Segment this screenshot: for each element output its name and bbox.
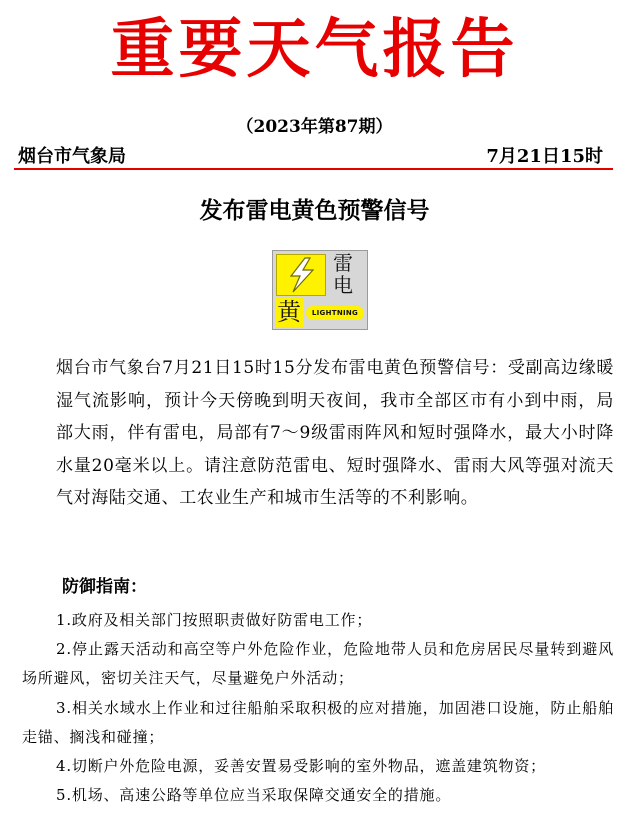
guidance-item-2: 2.停止露天活动和高空等户外危险作业，危险地带人员和危房居民尽量转到避风场所避风，密切关注天气，尽量避免户外活动； <box>22 640 614 688</box>
signal-english-label: LIGHTNING <box>306 306 364 320</box>
guidance-item-4: 4.切断户外危险电源，妥善安置易受影响的室外物品，遮盖建筑物资； <box>56 757 546 776</box>
guidance-list <box>22 606 614 810</box>
guidance-heading: 防御指南： <box>62 577 147 597</box>
guidance-item-1: 1.政府及相关部门按照职责做好防雷电工作； <box>56 611 373 629</box>
signal-color-box <box>276 298 304 327</box>
lightning-bolt-box <box>276 254 326 296</box>
guidance-item-3: 3.相关水域水上作业和过往船舶采取积极的应对措施，加固港口设施，防止船舶走锚、搁浅和碰撞； <box>22 698 614 746</box>
issuer-name: 烟台市气象局 <box>18 146 126 167</box>
issue-datetime: 7月21日15时 <box>486 146 603 167</box>
report-masthead: 重要天气报告 <box>110 12 519 87</box>
signal-char-lei: 雷 <box>333 251 353 275</box>
red-divider <box>14 168 613 170</box>
issue-number: （2023年第87期） <box>236 117 393 137</box>
warning-paragraph: 烟台市气象台7月21日15时15分发布雷电黄色预警信号：受副高边缘暖湿气流影响，预计今天傍晚到明天夜间，我市全部区市有小到中雨，局部大雨，伴有雷电，局部有7～9级雷雨阵风和短时强降水，最大小时降水量20毫米以上。请注意防范雷电、短时强降水、雷雨大风等强对流天气对海陆交通、工农业生产和城市生活等的不利影响。 <box>56 358 614 509</box>
lightning-yellow-signal-icon <box>272 250 368 330</box>
signal-char-dian: 电 <box>333 273 353 297</box>
guidance-item-5: 5.机场、高速公路等单位应当采取保障交通安全的措施。 <box>56 786 452 805</box>
signal-color-char: 黄 <box>277 298 301 326</box>
lightning-bolt-icon <box>283 257 319 293</box>
warning-body <box>22 352 614 515</box>
page-title: 发布雷电黄色预警信号 <box>199 198 430 224</box>
